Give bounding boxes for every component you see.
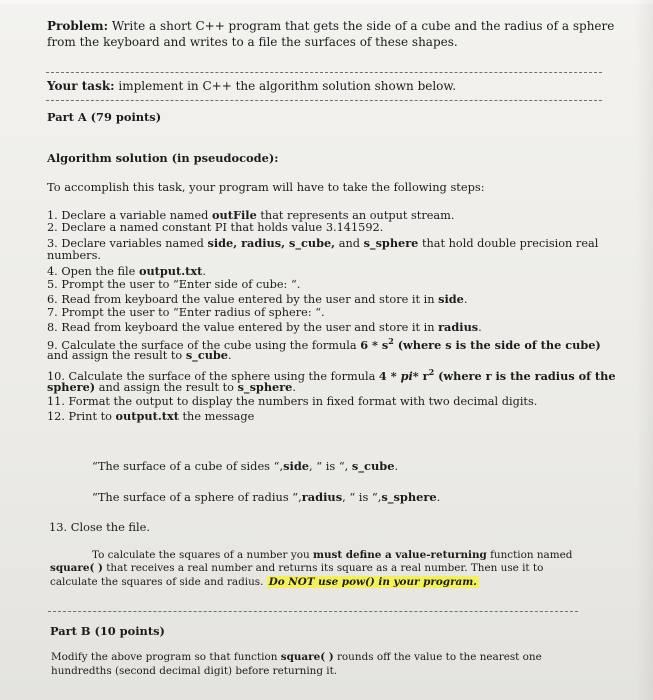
step-6-period: .: [463, 293, 468, 306]
part-b-square: square( ): [280, 651, 334, 663]
note-text-f: calculate the squares of side and radius.: [50, 576, 267, 588]
step-8-period: .: [478, 321, 482, 334]
step-9-period: .: [228, 349, 232, 362]
step-10-pi: pi: [400, 368, 413, 383]
step-1-var: outFile: [212, 208, 257, 222]
step-1-text: 1. Declare a variable named: [47, 209, 213, 222]
step-10-exponent: 2: [428, 367, 435, 377]
step-9-text: 9. Calculate the surface of the cube using the formula: [47, 338, 361, 352]
step-10-period: .: [292, 381, 296, 394]
problem-statement: [47, 18, 617, 50]
message-sphere: [92, 490, 440, 504]
step-8: [47, 320, 482, 335]
step-6-var: side: [438, 292, 464, 306]
step-12-file: output.txt: [115, 409, 179, 423]
step-3-rest: that hold double precision real: [418, 237, 599, 250]
step-1-rest: that represents an output stream.: [256, 209, 455, 222]
part-b-line-1: [51, 651, 542, 664]
step-9-var: s_cube: [185, 348, 228, 362]
message-sphere-var: s_sphere: [381, 490, 437, 504]
step-8-var: radius: [438, 320, 479, 334]
note-line-1: [92, 549, 572, 562]
note-highlight: Do NOT use pow() in your program.: [268, 576, 477, 588]
divider-top: [46, 72, 602, 73]
message-sphere-period: .: [436, 490, 441, 504]
problem-text: Write a short C++ program that gets the side of a cube and the radius of a sphere from the keyboard and writes to a file the surfaces of these shapes.: [47, 19, 615, 49]
step-10-assign: and assign the result to: [95, 381, 238, 394]
message-sphere-is: , “ is “,: [342, 490, 382, 504]
divider-bottom: [48, 611, 578, 612]
step-12-rest: the message: [178, 410, 255, 423]
step-3-text: 3. Declare variables named: [47, 237, 208, 250]
step-12: [47, 409, 254, 424]
note-line-2: [50, 562, 543, 575]
step-10-where: (where r is the radius of the: [434, 368, 616, 383]
step-12-text: 12. Print to: [47, 410, 116, 423]
step-7: 7. Prompt the user to “Enter radius of sphere: “.: [47, 306, 325, 319]
step-9-assign: and assign the result to: [47, 349, 186, 362]
step-2: 2. Declare a named constant PI that holds value 3.141592.: [47, 221, 384, 234]
algorithm-intro: To accomplish this task, your program will have to take the following steps:: [47, 180, 485, 194]
task-text: implement in C++ the algorithm solution shown below.: [118, 79, 457, 93]
step-3-and: and: [335, 237, 364, 250]
step-13: 13. Close the file.: [49, 520, 151, 534]
step-10-formula-b: * r: [412, 368, 429, 383]
message-cube-var: s_cube: [351, 459, 395, 473]
message-cube-period: .: [394, 459, 399, 473]
message-cube: [92, 459, 398, 473]
step-3-vars: side, radius, s_cube,: [207, 236, 336, 250]
step-11: 11. Format the output to display the numbers in fixed format with two decimal digits.: [47, 395, 538, 408]
step-4: [47, 264, 206, 279]
note-text-e: that receives a real number and returns its square as a real number. Then use it to: [102, 562, 544, 574]
step-3: [47, 236, 598, 251]
step-3-var-sphere: s_sphere: [363, 236, 419, 250]
step-9-formula: 6 * s: [360, 337, 389, 352]
step-10-text: 10. Calculate the surface of the sphere using the formula: [47, 369, 379, 383]
page-shadow: [635, 0, 653, 700]
message-cube-text: “The surface of a cube of sides “,: [92, 459, 284, 473]
step-8-text: 8. Read from keyboard the value entered by the user and store it in: [47, 321, 439, 334]
note-must: must define a value-returning: [312, 549, 487, 561]
message-cube-side: side: [283, 459, 310, 473]
algorithm-title: Algorithm solution (in pseudocode):: [47, 151, 279, 165]
step-10-var: s_sphere: [237, 380, 293, 394]
message-cube-is: , “ is “,: [309, 459, 352, 473]
step-6-text: 6. Read from keyboard the value entered by the user and store it in: [47, 293, 439, 306]
note-line-3: [50, 576, 479, 589]
note-text-c: function named: [486, 549, 573, 561]
problem-lead: Problem:: [47, 19, 109, 33]
step-9-exponent: 2: [388, 336, 394, 346]
step-4-file: output.txt: [138, 264, 203, 278]
task-lead: Your task:: [47, 79, 115, 93]
note-square: square( ): [50, 562, 103, 574]
step-10-formula-a: 4 *: [378, 368, 401, 383]
note-text-a: To calculate the squares of a number you: [92, 549, 313, 561]
top-edge: [0, 0, 653, 4]
part-a-title: Part A (79 points): [47, 110, 162, 124]
step-5: 5. Prompt the user to “Enter side of cube: “.: [47, 278, 301, 291]
step-4-period: .: [202, 265, 206, 278]
divider-mid: [46, 100, 602, 101]
part-b-text-c: rounds off the value to the nearest one: [333, 651, 542, 663]
step-9-cont: [47, 348, 232, 363]
part-b-text-a: Modify the above program so that function: [51, 651, 281, 663]
step-3-cont: numbers.: [47, 249, 101, 262]
message-sphere-text: “The surface of a sphere of radius “,: [92, 490, 302, 504]
task-line: [47, 79, 456, 93]
step-6: [47, 292, 467, 307]
part-b-title: Part B (10 points): [50, 624, 165, 638]
step-10-cont: [47, 380, 296, 395]
step-9-where: (where s is the side of the cube): [393, 337, 601, 352]
step-4-text: 4. Open the file: [47, 265, 139, 278]
step-10-sphere: sphere): [47, 380, 96, 394]
part-b-line-2: hundredths (second decimal digit) before returning it.: [51, 665, 338, 677]
message-sphere-radius: radius: [301, 490, 343, 504]
